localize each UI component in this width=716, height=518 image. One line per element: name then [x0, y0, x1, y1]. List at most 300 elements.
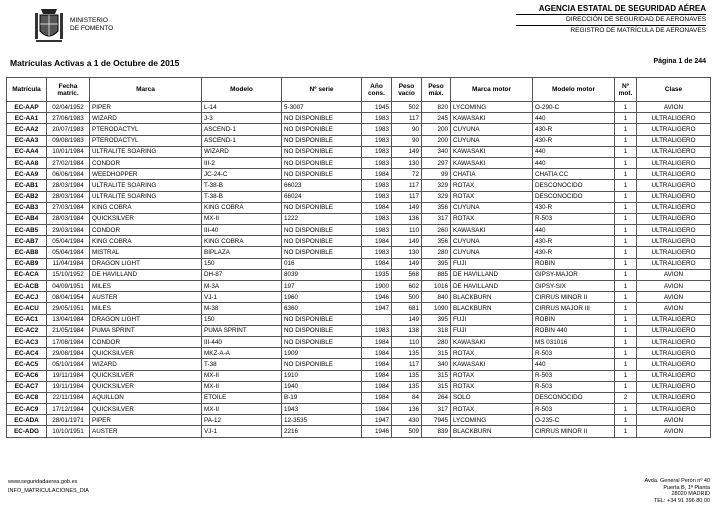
table-cell: 440 [533, 157, 615, 168]
table-cell: CUYUNA [451, 247, 533, 258]
table-cell: 1983 [362, 157, 392, 168]
table-cell: 1 [615, 157, 637, 168]
table-cell: 17/08/1984 [47, 336, 90, 347]
table-cell: 1984 [362, 202, 392, 213]
table-cell: MILES [90, 281, 202, 292]
table-cell: 1 [615, 325, 637, 336]
table-cell: EC-ACB [7, 281, 47, 292]
table-cell: 05/04/1984 [47, 247, 90, 258]
table-cell: 440 [533, 146, 615, 157]
table-cell: 1 [615, 292, 637, 303]
table-cell: ULTRALIGERO [637, 325, 711, 336]
table-cell: 1983 [362, 113, 392, 124]
table-cell: EC-AA8 [7, 157, 47, 168]
table-cell: KING COBRA [202, 202, 282, 213]
table-cell: NO DISPONIBLE [282, 169, 362, 180]
table-cell: CUYUNA [451, 124, 533, 135]
col-header-serial: Nº serie [282, 78, 362, 102]
table-cell: 05/10/1984 [47, 359, 90, 370]
table-cell: ROTAX [451, 213, 533, 224]
table-cell: AUSTER [90, 292, 202, 303]
table-cell: 1 [615, 303, 637, 314]
table-row [7, 258, 711, 269]
table-cell: 440 [533, 225, 615, 236]
table-cell: ASCEND-1 [202, 124, 282, 135]
table-cell: GIPSY-SIX [533, 281, 615, 292]
table-cell: 136 [392, 213, 422, 224]
table-cell: MILES [90, 303, 202, 314]
table-cell: MX-II [202, 213, 282, 224]
table-cell: ULTRALIGERO [637, 247, 711, 258]
table-cell: 1900 [362, 281, 392, 292]
table-cell: 29/08/1984 [47, 348, 90, 359]
table-cell: DRAGON LIGHT [90, 314, 202, 325]
table-row [7, 303, 711, 314]
table-cell: 430 [392, 415, 422, 426]
table-cell: 200 [422, 124, 451, 135]
table-cell: QUICKSILVER [90, 213, 202, 224]
agency-name: AGENCIA ESTATAL DE SEGURIDAD AÉREA [516, 4, 706, 15]
table-cell: 1222 [282, 213, 362, 224]
table-cell: ULTRALIGERO [637, 157, 711, 168]
table-cell: ULTRALITE SOARING [90, 180, 202, 191]
table-cell: BLACKBURN [451, 426, 533, 437]
table-cell: 315 [422, 381, 451, 392]
table-cell: 1 [615, 348, 637, 359]
table-cell: 1 [615, 225, 637, 236]
table-cell: CIRRUS MINOR II [533, 292, 615, 303]
table-cell: KAWASAKI [451, 359, 533, 370]
table-cell: EC-AC7 [7, 381, 47, 392]
table-row [7, 180, 711, 191]
table-cell: ULTRALIGERO [637, 213, 711, 224]
table-cell: KING COBRA [90, 236, 202, 247]
table-cell: 149 [392, 258, 422, 269]
table-cell: EC-AC6 [7, 370, 47, 381]
table-cell: M-38 [202, 303, 282, 314]
table-cell: 130 [392, 247, 422, 258]
table-cell: 7945 [422, 415, 451, 426]
table-row [7, 225, 711, 236]
table-cell: ASCEND-1 [202, 135, 282, 146]
table-cell: NO DISPONIBLE [282, 336, 362, 347]
table-cell: EC-AB3 [7, 202, 47, 213]
col-header-year: Año cons. [362, 78, 392, 102]
table-cell: CIRRUS MINOR II [533, 426, 615, 437]
table-cell: 1984 [362, 381, 392, 392]
table-cell: KAWASAKI [451, 336, 533, 347]
table-cell: QUICKSILVER [90, 381, 202, 392]
table-cell: EC-ADA [7, 415, 47, 426]
table-header-row [7, 78, 711, 102]
footer-address-line-2: Puerta B, 1ª Planta [663, 484, 710, 491]
table-cell: DE HAVILLAND [451, 269, 533, 280]
table-cell: CONDOR [90, 225, 202, 236]
agency-registry: REGISTRO DE MATRÍCULA DE AERONAVES [570, 27, 706, 34]
table-row [7, 202, 711, 213]
table-cell: III-40 [202, 225, 282, 236]
table-cell: 117 [392, 180, 422, 191]
table-cell: 016 [282, 258, 362, 269]
table-cell: EC-ACU [7, 303, 47, 314]
table-cell: 1983 [362, 325, 392, 336]
table-cell: DESCONOCIDO [533, 180, 615, 191]
table-cell: EC-ACJ [7, 292, 47, 303]
table-cell: AQUILLON [90, 392, 202, 403]
table-cell: 19/11/1984 [47, 370, 90, 381]
table-cell: R-503 [533, 381, 615, 392]
agency-header [516, 4, 706, 36]
table-cell: MS 031016 [533, 336, 615, 347]
table-row [7, 404, 711, 415]
table-cell: DESCONOCIDO [533, 392, 615, 403]
table-row [7, 269, 711, 280]
table-row [7, 124, 711, 135]
table-cell: 318 [422, 325, 451, 336]
table-cell: 117 [392, 359, 422, 370]
table-cell: EC-AB5 [7, 225, 47, 236]
table-cell: 1983 [362, 146, 392, 157]
table-cell: QUICKSILVER [90, 404, 202, 415]
col-header-engine-model: Modelo motor [533, 78, 615, 102]
table-cell: 10/10/1951 [47, 426, 90, 437]
table-cell: 15/10/1952 [47, 269, 90, 280]
table-cell: 264 [422, 392, 451, 403]
table-cell: 340 [422, 146, 451, 157]
table-cell: 136 [392, 404, 422, 415]
table-cell: 1 [615, 258, 637, 269]
table-cell: 260 [422, 225, 451, 236]
table-cell: EC-AB4 [7, 213, 47, 224]
table-cell: 5-3007 [282, 102, 362, 113]
table-cell: ULTRALIGERO [637, 404, 711, 415]
table-cell: VJ-1 [202, 426, 282, 437]
table-cell: 17/12/1984 [47, 404, 90, 415]
table-cell: 1 [615, 247, 637, 258]
table-cell: O-290-C [533, 102, 615, 113]
table-cell: QUICKSILVER [90, 370, 202, 381]
table-cell: LYCOMING [451, 102, 533, 113]
table-cell: 130 [392, 157, 422, 168]
table-cell: EC-ADG [7, 426, 47, 437]
table-cell: 1 [615, 146, 637, 157]
table-cell: 840 [422, 292, 451, 303]
table-row [7, 415, 711, 426]
table-cell: 430-R [533, 236, 615, 247]
table-cell: PIPER [90, 102, 202, 113]
table-cell: 90 [392, 124, 422, 135]
table-cell: R-503 [533, 370, 615, 381]
table-cell: 149 [392, 314, 422, 325]
table-cell: WEEDHOPPER [90, 169, 202, 180]
table-cell: EC-AB8 [7, 247, 47, 258]
footer-phone: TEL: +34 91 396 80 00 [653, 497, 710, 504]
table-cell: ULTRALIGERO [637, 370, 711, 381]
table-cell: ULTRALIGERO [637, 392, 711, 403]
table-row [7, 392, 711, 403]
table-cell: 28/01/1971 [47, 415, 90, 426]
table-row [7, 325, 711, 336]
table-cell: 2216 [282, 426, 362, 437]
table-cell: M-3A [202, 281, 282, 292]
table-cell: ROTAX [451, 348, 533, 359]
table-cell: 430-R [533, 135, 615, 146]
table-cell: 1 [615, 135, 637, 146]
table-cell: 280 [422, 247, 451, 258]
col-header-max-weight: Peso máx. [422, 78, 451, 102]
table-cell: 08/04/1954 [47, 292, 90, 303]
table-cell: ROBIN 440 [533, 325, 615, 336]
table-cell: 395 [422, 314, 451, 325]
table-cell: 297 [422, 157, 451, 168]
table-cell: 500 [392, 292, 422, 303]
table-cell: 1983 [362, 124, 392, 135]
table-cell: 1 [615, 169, 637, 180]
table-cell: KAWASAKI [451, 225, 533, 236]
table-cell: NO DISPONIBLE [282, 135, 362, 146]
table-cell: 1984 [362, 359, 392, 370]
table-cell: DE HAVILLAND [90, 269, 202, 280]
table-cell: CUYUNA [451, 202, 533, 213]
table-cell: ULTRALIGERO [637, 191, 711, 202]
table-cell: 1090 [422, 303, 451, 314]
table-cell: 602 [392, 281, 422, 292]
table-cell: ULTRALIGERO [637, 113, 711, 124]
table-cell: EC-AC9 [7, 404, 47, 415]
table-cell: 12-3535 [282, 415, 362, 426]
table-cell: QUICKSILVER [90, 348, 202, 359]
table-cell: 66024 [282, 191, 362, 202]
table-cell: III-440 [202, 336, 282, 347]
table-cell: 245 [422, 113, 451, 124]
table-cell: EC-AA3 [7, 135, 47, 146]
table-cell: LYCOMING [451, 415, 533, 426]
table-cell: 28/03/1984 [47, 213, 90, 224]
table-cell: 27/06/1983 [47, 113, 90, 124]
table-cell: ULTRALIGERO [637, 202, 711, 213]
table-cell: AVION [637, 269, 711, 280]
table-cell: ULTRALIGERO [637, 135, 711, 146]
table-cell: 1983 [362, 213, 392, 224]
table-cell: PTERODACTYL [90, 135, 202, 146]
table-cell: EC-AA1 [7, 113, 47, 124]
table-cell: 509 [392, 426, 422, 437]
table-cell: PIPER [90, 415, 202, 426]
table-cell: 138 [392, 325, 422, 336]
table-cell: ETOILE [202, 392, 282, 403]
table-cell: ROTAX [451, 381, 533, 392]
table-cell: NO DISPONIBLE [282, 124, 362, 135]
table-cell: ULTRALIGERO [637, 258, 711, 269]
table-cell: PTERODACTYL [90, 124, 202, 135]
table-cell: J-3 [202, 113, 282, 124]
table-cell: WIZARD [202, 146, 282, 157]
table-cell: 8039 [282, 269, 362, 280]
table-cell: KING COBRA [202, 236, 282, 247]
table-cell: 430-R [533, 202, 615, 213]
table-row [7, 370, 711, 381]
table-cell: 197 [282, 281, 362, 292]
table-cell: AVION [637, 415, 711, 426]
table-cell: T-38 [202, 359, 282, 370]
table-cell: 1946 [362, 426, 392, 437]
table-row [7, 336, 711, 347]
table-row [7, 292, 711, 303]
table-cell: EC-AC4 [7, 348, 47, 359]
table-cell: 317 [422, 213, 451, 224]
table-cell: 329 [422, 180, 451, 191]
table-cell: EC-AB7 [7, 236, 47, 247]
table-cell: ULTRALIGERO [637, 146, 711, 157]
table-cell: EC-AC3 [7, 336, 47, 347]
table-cell: PA-12 [202, 415, 282, 426]
table-cell: EC-AC2 [7, 325, 47, 336]
table-cell: 1947 [362, 415, 392, 426]
ministry-line-2: DE FOMENTO [70, 25, 114, 32]
table-cell: KAWASAKI [451, 113, 533, 124]
table-cell: 149 [392, 236, 422, 247]
registrations-table [6, 77, 711, 438]
table-cell: 440 [533, 359, 615, 370]
table-cell: 1 [615, 404, 637, 415]
table-cell: 839 [422, 426, 451, 437]
table-cell: 1945 [362, 102, 392, 113]
table-cell: ULTRALITE SOARING [90, 146, 202, 157]
table-cell: 149 [392, 146, 422, 157]
table-cell: 150 [202, 258, 282, 269]
table-cell: 1943 [282, 404, 362, 415]
table-cell: 149 [392, 202, 422, 213]
table-cell: 28/03/1984 [47, 191, 90, 202]
table-cell: 05/04/1984 [47, 236, 90, 247]
table-cell: ULTRALIGERO [637, 169, 711, 180]
table-cell: 110 [392, 225, 422, 236]
table-cell: 820 [422, 102, 451, 113]
table-cell: 29/05/1951 [47, 303, 90, 314]
table-cell: NO DISPONIBLE [282, 359, 362, 370]
table-cell: GIPSY-MAJOR [533, 269, 615, 280]
table-cell: 1 [615, 113, 637, 124]
table-cell: 1909 [282, 348, 362, 359]
table-cell: CHATIA CC [533, 169, 615, 180]
table-cell: 1984 [362, 258, 392, 269]
table-cell: 10/01/1984 [47, 146, 90, 157]
table-cell: 135 [392, 381, 422, 392]
table-cell: CONDOR [90, 157, 202, 168]
table-cell: FUJI [451, 258, 533, 269]
table-cell: NO DISPONIBLE [282, 202, 362, 213]
col-header-engine-count: Nº mot. [615, 78, 637, 102]
table-cell: CHATIA [451, 169, 533, 180]
table-cell: CUYUNA [451, 135, 533, 146]
table-row [7, 359, 711, 370]
table-cell: 28/03/1984 [47, 180, 90, 191]
table-cell: 1984 [362, 392, 392, 403]
table-cell: 1 [615, 359, 637, 370]
table-row [7, 348, 711, 359]
table-cell: 13/04/1984 [47, 314, 90, 325]
table-cell: SOLO [451, 392, 533, 403]
table-cell: T-38-B [202, 191, 282, 202]
table-cell: 317 [422, 404, 451, 415]
table-cell: JC-24-C [202, 169, 282, 180]
table-row [7, 247, 711, 258]
document-title: Matrículas Activas a 1 de Octubre de 2015 [10, 58, 180, 68]
table-cell: EC-AC8 [7, 392, 47, 403]
col-header-registration: Matrícula [7, 78, 47, 102]
table-cell: 1 [615, 202, 637, 213]
table-cell: NO DISPONIBLE [282, 146, 362, 157]
table-cell: EC-AC1 [7, 314, 47, 325]
table-row [7, 113, 711, 124]
table-cell: 1983 [362, 191, 392, 202]
table-cell: ULTRALIGERO [637, 124, 711, 135]
table-cell: 1 [615, 269, 637, 280]
table-cell: 04/09/1951 [47, 281, 90, 292]
table-cell: 135 [392, 348, 422, 359]
page-number: Página 1 de 244 [653, 58, 706, 65]
table-cell: AVION [637, 102, 711, 113]
table-cell: 6360 [282, 303, 362, 314]
table-row [7, 169, 711, 180]
table-cell: 11/04/1984 [47, 258, 90, 269]
table-cell: ULTRALIGERO [637, 314, 711, 325]
table-cell: 356 [422, 202, 451, 213]
table-cell: 1984 [362, 348, 392, 359]
table-cell: NO DISPONIBLE [282, 247, 362, 258]
table-row [7, 191, 711, 202]
table-cell: 09/08/1983 [47, 135, 90, 146]
table-row [7, 146, 711, 157]
table-row [7, 157, 711, 168]
table-cell: 315 [422, 370, 451, 381]
table-cell: WIZARD [90, 113, 202, 124]
table-cell: KING COBRA [90, 202, 202, 213]
table-cell: 110 [392, 336, 422, 347]
table-cell: DH-87 [202, 269, 282, 280]
table-cell: NO DISPONIBLE [282, 325, 362, 336]
table-cell: 29/03/1984 [47, 225, 90, 236]
table-cell: MKZ-A-A [202, 348, 282, 359]
table-cell: 1 [615, 180, 637, 191]
table-cell: 1947 [362, 303, 392, 314]
table-cell: 06/06/1984 [47, 169, 90, 180]
table-cell: 200 [422, 135, 451, 146]
table-cell: DE HAVILLAND [451, 281, 533, 292]
table-cell: NO DISPONIBLE [282, 314, 362, 325]
table-cell: ROTAX [451, 370, 533, 381]
table-cell: AVION [637, 281, 711, 292]
table-cell: CUYUNA [451, 236, 533, 247]
table-cell: 90 [392, 135, 422, 146]
table-cell: 885 [422, 269, 451, 280]
table-cell: ULTRALIGERO [637, 225, 711, 236]
table-cell: BIPLAZA [202, 247, 282, 258]
table-row [7, 213, 711, 224]
table-cell: 1983 [362, 247, 392, 258]
table-cell: 395 [422, 258, 451, 269]
table-cell: EC-AC5 [7, 359, 47, 370]
table-cell: L-14 [202, 102, 282, 113]
table-cell: FUJI [451, 325, 533, 336]
table-cell: 502 [392, 102, 422, 113]
table-cell: 22/11/1984 [47, 392, 90, 403]
table-cell: ROTAX [451, 191, 533, 202]
agency-directorate: DIRECCIÓN DE SEGURIDAD DE AERONAVES [516, 15, 706, 26]
table-cell: 1984 [362, 236, 392, 247]
table-cell: B-19 [282, 392, 362, 403]
table-cell: EC-AA4 [7, 146, 47, 157]
